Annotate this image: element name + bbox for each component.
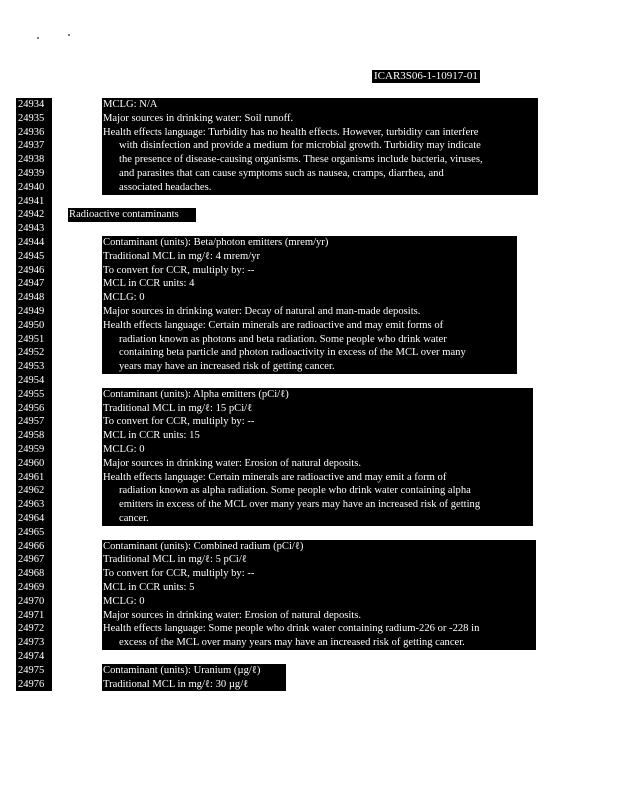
line-number: 24952 <box>16 346 52 360</box>
line-text: Traditional MCL in mg/ℓ: 30 µg/ℓ <box>102 678 286 692</box>
line-text: MCLG: 0 <box>102 291 517 305</box>
line-text: Health effects language: Turbidity has no health effects. However, turbidity can interfere <box>102 126 538 140</box>
line-text: Contaminant (units): Combined radium (pCi/ℓ) <box>102 540 536 554</box>
line-text: Health effects language: Some people who drink water containing radium-226 or -228 in <box>102 622 536 636</box>
line-text: To convert for CCR, multiply by: -- <box>102 567 536 581</box>
document-line <box>0 250 618 264</box>
document-line <box>0 457 618 471</box>
document-line <box>0 181 618 195</box>
document-line <box>0 333 618 347</box>
line-text: years may have an increased risk of getting cancer. <box>102 360 517 374</box>
document-line <box>0 388 618 402</box>
line-text: excess of the MCL over many years may have an increased risk of getting cancer. <box>102 636 536 650</box>
document-line <box>0 126 618 140</box>
line-text: Health effects language: Certain minerals are radioactive and may emit a form of <box>102 471 533 485</box>
line-number: 24937 <box>16 139 52 153</box>
document-line <box>0 264 618 278</box>
document-line <box>0 195 618 209</box>
line-number: 24969 <box>16 581 52 595</box>
line-text: associated headaches. <box>102 181 538 195</box>
line-number: 24970 <box>16 595 52 609</box>
line-text: Contaminant (units): Beta/photon emitters (mrem/yr) <box>102 236 517 250</box>
line-number: 24939 <box>16 167 52 181</box>
line-number: 24960 <box>16 457 52 471</box>
scan-speck <box>68 34 70 36</box>
line-number: 24946 <box>16 264 52 278</box>
document-line <box>0 636 618 650</box>
line-number: 24943 <box>16 222 52 236</box>
document-line <box>0 139 618 153</box>
line-text: Contaminant (units): Uranium (µg/ℓ) <box>102 664 286 678</box>
line-number: 24965 <box>16 526 52 540</box>
line-text: MCL in CCR units: 15 <box>102 429 533 443</box>
document-line <box>0 443 618 457</box>
document-line <box>0 208 618 222</box>
line-number: 24971 <box>16 609 52 623</box>
line-number: 24967 <box>16 553 52 567</box>
line-number: 24935 <box>16 112 52 126</box>
line-text: emitters in excess of the MCL over many years may have an increased risk of getting <box>102 498 533 512</box>
line-number: 24954 <box>16 374 52 388</box>
line-text: To convert for CCR, multiply by: -- <box>102 264 517 278</box>
line-number: 24961 <box>16 471 52 485</box>
line-number: 24963 <box>16 498 52 512</box>
document-line <box>0 346 618 360</box>
line-number: 24966 <box>16 540 52 554</box>
line-number: 24958 <box>16 429 52 443</box>
line-text: with disinfection and provide a medium for microbial growth. Turbidity may indicate <box>102 139 538 153</box>
document-line <box>0 236 618 250</box>
line-text: Traditional MCL in mg/ℓ: 5 pCi/ℓ <box>102 553 536 567</box>
line-number: 24953 <box>16 360 52 374</box>
line-number: 24942 <box>16 208 52 222</box>
line-text: radiation known as photons and beta radiation. Some people who drink water <box>102 333 517 347</box>
document-line <box>0 595 618 609</box>
line-number: 24950 <box>16 319 52 333</box>
document-line <box>0 512 618 526</box>
document-line <box>0 567 618 581</box>
line-number: 24975 <box>16 664 52 678</box>
line-number: 24974 <box>16 650 52 664</box>
line-number: 24957 <box>16 415 52 429</box>
document-line <box>0 98 618 112</box>
line-text: To convert for CCR, multiply by: -- <box>102 415 533 429</box>
document-line <box>0 112 618 126</box>
line-text: Traditional MCL in mg/ℓ: 15 pCi/ℓ <box>102 402 533 416</box>
document-line <box>0 664 618 678</box>
document-line <box>0 678 618 692</box>
document-line <box>0 622 618 636</box>
document-id: ICAR3S06-1-10917-01 <box>374 70 478 82</box>
line-number: 24941 <box>16 195 52 209</box>
document-line <box>0 415 618 429</box>
line-number: 24944 <box>16 236 52 250</box>
line-number: 24951 <box>16 333 52 347</box>
line-text: MCLG: 0 <box>102 595 536 609</box>
document-line <box>0 222 618 236</box>
line-text: and parasites that can cause symptoms such as nausea, cramps, diarrhea, and <box>102 167 538 181</box>
line-text: cancer. <box>102 512 533 526</box>
line-number: 24938 <box>16 153 52 167</box>
document-line <box>0 540 618 554</box>
line-number: 24948 <box>16 291 52 305</box>
document-line <box>0 609 618 623</box>
line-text: Health effects language: Certain minerals are radioactive and may emit forms of <box>102 319 517 333</box>
line-number: 24949 <box>16 305 52 319</box>
document-line <box>0 277 618 291</box>
line-text: Major sources in drinking water: Soil runoff. <box>102 112 538 126</box>
document-line <box>0 167 618 181</box>
document-line <box>0 429 618 443</box>
line-number: 24947 <box>16 277 52 291</box>
document-line <box>0 402 618 416</box>
document-line <box>0 319 618 333</box>
line-number: 24956 <box>16 402 52 416</box>
line-number: 24959 <box>16 443 52 457</box>
document-line <box>0 526 618 540</box>
line-number: 24934 <box>16 98 52 112</box>
line-number: 24973 <box>16 636 52 650</box>
document-line <box>0 650 618 664</box>
line-number: 24964 <box>16 512 52 526</box>
line-number: 24972 <box>16 622 52 636</box>
line-number: 24945 <box>16 250 52 264</box>
line-text: containing beta particle and photon radioactivity in excess of the MCL over many <box>102 346 517 360</box>
line-text: Traditional MCL in mg/ℓ: 4 mrem/yr <box>102 250 517 264</box>
line-text: MCLG: N/A <box>102 98 538 112</box>
document-line <box>0 498 618 512</box>
line-number: 24936 <box>16 126 52 140</box>
document-line <box>0 581 618 595</box>
line-text: Major sources in drinking water: Erosion of natural deposits. <box>102 609 536 623</box>
line-text: Major sources in drinking water: Decay of natural and man-made deposits. <box>102 305 517 319</box>
line-number: 24962 <box>16 484 52 498</box>
document-line <box>0 360 618 374</box>
line-text: the presence of disease-causing organisms. These organisms include bacteria, viruses, <box>102 153 538 167</box>
line-text: radiation known as alpha radiation. Some people who drink water containing alpha <box>102 484 533 498</box>
document-line <box>0 291 618 305</box>
document-line <box>0 484 618 498</box>
line-text: Contaminant (units): Alpha emitters (pCi/ℓ) <box>102 388 533 402</box>
line-text: MCL in CCR units: 5 <box>102 581 536 595</box>
line-number: 24976 <box>16 678 52 692</box>
scan-speck <box>37 37 39 39</box>
section-heading: Radioactive contaminants <box>68 208 196 222</box>
line-number: 24955 <box>16 388 52 402</box>
line-text: Major sources in drinking water: Erosion of natural deposits. <box>102 457 533 471</box>
line-number: 24968 <box>16 567 52 581</box>
line-text: MCLG: 0 <box>102 443 533 457</box>
document-line <box>0 153 618 167</box>
document-line <box>0 305 618 319</box>
line-text: MCL in CCR units: 4 <box>102 277 517 291</box>
document-line <box>0 471 618 485</box>
line-number: 24940 <box>16 181 52 195</box>
document-line <box>0 553 618 567</box>
document-line <box>0 374 618 388</box>
